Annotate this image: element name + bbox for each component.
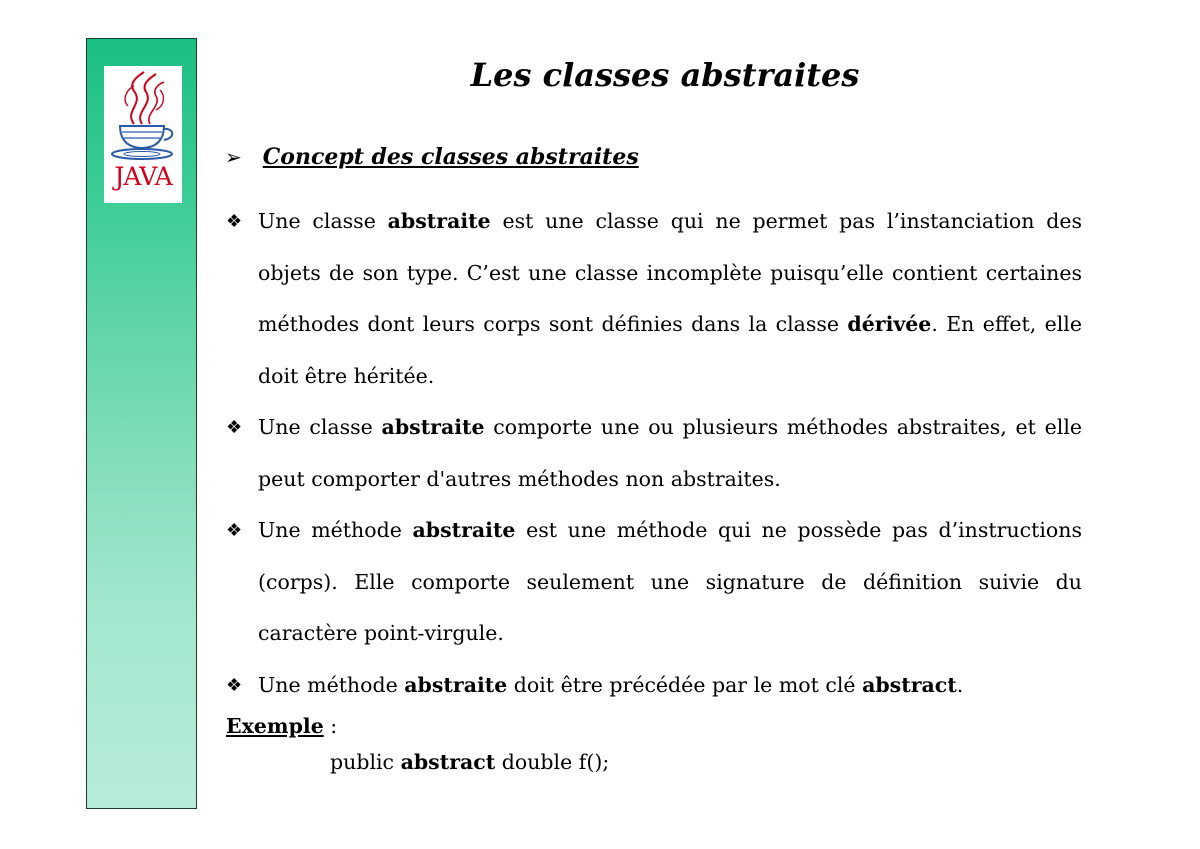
code-example: [330, 750, 609, 774]
bullet-text: Une méthode: [258, 518, 413, 542]
bullet-text: Une classe: [258, 415, 382, 439]
bullet-bold-text: abstraite: [387, 209, 491, 233]
sidebar-gradient-panel: [86, 38, 197, 809]
bullet-bold-text: abstraite: [381, 415, 485, 439]
example-colon: :: [323, 714, 338, 738]
java-logo-text: JAVA: [114, 162, 172, 191]
section-heading-row: [225, 144, 639, 170]
bullet-bold-text: abstract: [862, 672, 957, 697]
section-heading: Concept des classes abstraites: [262, 144, 639, 170]
code-text: public: [330, 750, 401, 774]
list-item: [226, 505, 1082, 660]
java-coffee-cup-icon: [104, 66, 182, 166]
code-keyword: abstract: [400, 750, 496, 774]
bullet-list: [226, 196, 1082, 711]
bullet-text: est une méthode qui ne possède pas d’instructions (corps). Elle comporte seulement une signature de définition suivie du caractère point-virgule.: [258, 518, 1082, 645]
example-label: Exemple: [226, 714, 324, 738]
bullet-text: comporte une ou plusieurs méthodes abstraites, et elle peut comporter d'autres méthodes non abstraites.: [258, 415, 1083, 491]
bullet-bold-text: dérivée: [847, 312, 932, 336]
list-item: [226, 660, 1082, 712]
code-text: double f();: [495, 750, 610, 774]
example-label-row: [226, 714, 337, 738]
bullet-bold-text: abstraite: [404, 672, 508, 697]
java-logo: [104, 66, 182, 203]
arrow-bullet-icon: ➢: [225, 145, 242, 169]
bullet-text: Une classe: [258, 209, 388, 233]
bullet-text: Une méthode: [258, 672, 405, 697]
page-title: Les classes abstraites: [470, 56, 860, 94]
bullet-text: .: [956, 672, 964, 697]
bullet-text: est une classe qui ne permet pas l’instanciation des objets de son type. C’est une classe incomplète puisqu’elle contient certaines méthodes dont leurs corps sont définies dans la classe: [258, 209, 1083, 336]
diamond-bullet-icon: ❖: [226, 520, 243, 541]
bullet-bold-text: abstraite: [412, 518, 516, 542]
list-item: [226, 196, 1082, 402]
bullet-text: doit être précédée par le mot clé: [507, 672, 863, 697]
diamond-bullet-icon: ❖: [226, 674, 243, 696]
bullet-text: . En effet, elle doit être héritée.: [258, 312, 1082, 388]
diamond-bullet-icon: ❖: [226, 211, 243, 232]
list-item: [226, 402, 1082, 505]
diamond-bullet-icon: ❖: [226, 417, 243, 438]
